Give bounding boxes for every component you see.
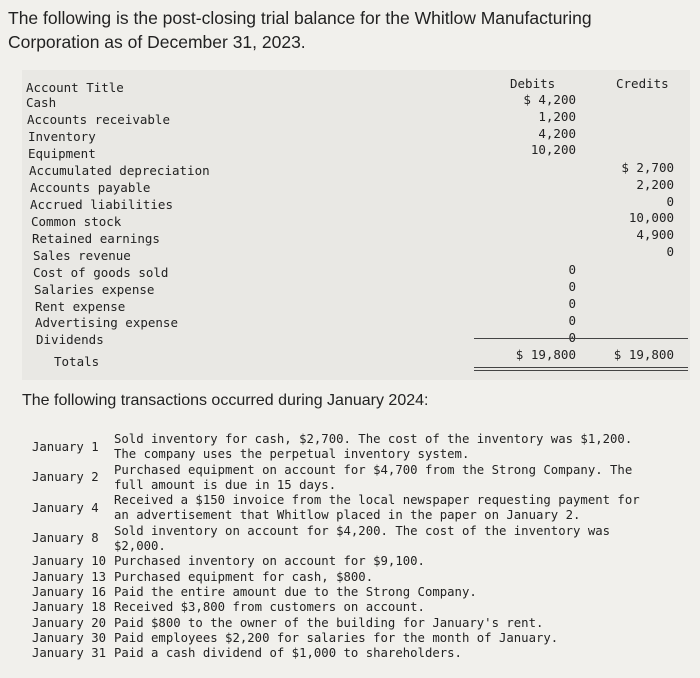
- trial-balance-table: [22, 70, 690, 380]
- transactions-list: [32, 432, 672, 661]
- transaction-row: [32, 631, 672, 646]
- transaction-row: [32, 616, 672, 631]
- transaction-row: [32, 646, 672, 661]
- transaction-row: [32, 585, 672, 600]
- transactions-heading: The following transactions occurred during January 2024:: [22, 392, 429, 409]
- transaction-date: January 31: [32, 646, 107, 661]
- double-rule-bottom: [474, 370, 688, 371]
- account-name: Retained earnings: [32, 231, 160, 246]
- account-name: Accrued liabilities: [30, 197, 173, 212]
- transaction-row: [32, 524, 672, 555]
- credit-amount: 0: [666, 244, 674, 259]
- transaction-row: [32, 554, 672, 569]
- header-debits: Debits: [510, 76, 556, 91]
- transaction-date: January 16: [32, 584, 107, 599]
- transaction-row: [32, 432, 672, 463]
- transaction-text: Paid employees $2,200 for salaries for the month of January.: [114, 630, 559, 645]
- subtotal-rule: [474, 338, 688, 339]
- account-name: Cash: [26, 95, 57, 110]
- transaction-date: January 10: [32, 554, 107, 569]
- transaction-text: Paid the entire amount due to the Strong Company.: [114, 584, 477, 599]
- transaction-text: Sold inventory on account for $4,200. The cost of the inventory was $2,000.: [114, 523, 611, 554]
- account-name: Equipment: [28, 146, 96, 161]
- credit-amount: 2,200: [636, 177, 674, 192]
- transaction-row: [32, 570, 672, 585]
- debit-amount: 0: [568, 330, 576, 345]
- transaction-date: January 18: [32, 600, 107, 615]
- debit-amount: 0: [568, 296, 576, 311]
- account-name: Accounts receivable: [27, 112, 170, 127]
- transaction-date: January 8: [32, 531, 99, 546]
- transaction-text: Purchased equipment for cash, $800.: [114, 569, 374, 584]
- account-name: Inventory: [28, 129, 96, 144]
- debit-amount: 0: [568, 313, 576, 328]
- transaction-row: [32, 463, 672, 494]
- totals-label: Totals: [54, 354, 100, 369]
- credit-amount: $ 2,700: [621, 160, 674, 175]
- account-name: Salaries expense: [34, 282, 155, 297]
- transaction-date: January 1: [32, 439, 99, 454]
- transaction-date: January 13: [32, 569, 107, 584]
- debit-amount: 0: [568, 262, 576, 277]
- transaction-date: January 20: [32, 615, 107, 630]
- debit-amount: 4,200: [538, 126, 576, 141]
- account-name: Dividends: [36, 332, 104, 347]
- debit-amount: 0: [568, 279, 576, 294]
- debit-amount: $ 4,200: [523, 92, 576, 107]
- transaction-text: Paid $800 to the owner of the building for January's rent.: [114, 615, 544, 630]
- header-credits: Credits: [616, 76, 669, 91]
- transaction-text: Received a $150 invoice from the local newspaper requesting payment for an advertisement that Whitlow placed in the paper on January 2.: [114, 493, 640, 523]
- transaction-row: [32, 493, 672, 524]
- transaction-text: Sold inventory for cash, $2,700. The cost of the inventory was $1,200. The company uses the perpetual inventory system.: [114, 432, 633, 462]
- transaction-date: January 30: [32, 630, 107, 645]
- transaction-date: January 4: [32, 500, 99, 515]
- account-name: Accumulated depreciation: [29, 163, 210, 178]
- transaction-text: Purchased equipment on account for $4,700 from the Strong Company. The full amount is due in 15 days.: [114, 462, 633, 492]
- double-rule-top: [474, 367, 688, 368]
- account-name: Rent expense: [35, 299, 126, 314]
- header-account-title: Account Title: [26, 80, 124, 95]
- credit-amount: 10,000: [628, 210, 674, 225]
- account-name: Cost of goods sold: [33, 265, 169, 280]
- account-name: Advertising expense: [35, 315, 178, 330]
- intro-text: The following is the post-closing trial balance for the Whitlow Manufacturing Corporation as of December 31, 2023.: [8, 8, 592, 52]
- transaction-text: Received $3,800 from customers on account.: [114, 600, 425, 615]
- debit-amount: 10,200: [530, 142, 576, 157]
- account-name: Accounts payable: [30, 180, 151, 195]
- total-credits: $ 19,800: [613, 347, 674, 362]
- credit-amount: 0: [666, 194, 674, 209]
- total-debits: $ 19,800: [515, 347, 576, 362]
- transaction-row: [32, 600, 672, 615]
- transaction-date: January 2: [32, 470, 99, 485]
- transaction-text: Purchased inventory on account for $9,100.: [114, 554, 425, 569]
- transaction-text: Paid a cash dividend of $1,000 to shareholders.: [114, 646, 462, 661]
- account-name: Common stock: [31, 214, 122, 229]
- account-name: Sales revenue: [33, 248, 131, 263]
- credit-amount: 4,900: [636, 227, 674, 242]
- debit-amount: 1,200: [538, 109, 576, 124]
